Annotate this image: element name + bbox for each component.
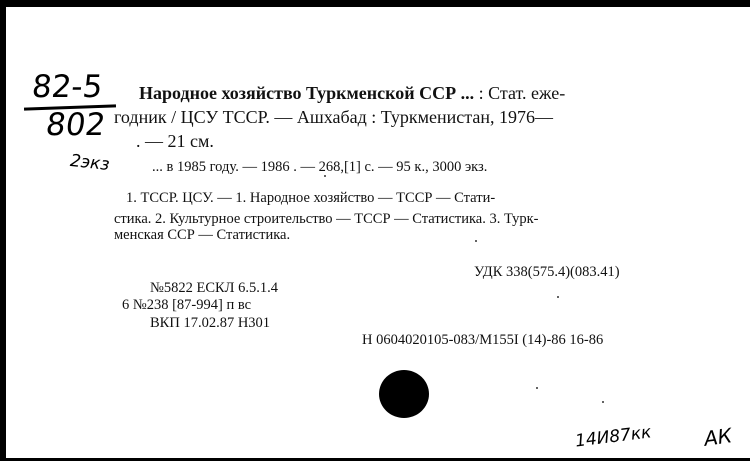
order-number-line: 6 №238 [87-994] п вс	[122, 297, 252, 313]
speck	[536, 387, 538, 389]
card-punch-hole	[379, 370, 429, 418]
handwritten-signature: АК	[702, 423, 734, 451]
title-rest: : Стат. еже-	[474, 83, 566, 103]
title-line-3: . — 21 см.	[136, 131, 214, 151]
shelf-mark-bottom: 802	[43, 107, 108, 143]
vkp-line: ВКП 17.02.87 Н301	[150, 315, 271, 331]
coverage-line: ... в 1985 году. — 1986 . — 268,[1] с. — 95 к., 3000 экз.	[152, 159, 488, 175]
catalog-number-line: №5822 ЕСКЛ 6.5.1.4	[150, 280, 278, 296]
speck	[557, 296, 559, 298]
subjects-line-2: стика. 2. Культурное строительство — ТССР — Статистика. 3. Турк-	[114, 211, 539, 227]
subjects-line-1: 1. ТССР. ЦСУ. — 1. Народное хозяйство — ТССР — Стати-	[126, 190, 496, 206]
title-line-2: годник / ЦСУ ТССР. — Ашхабад : Туркменистан, 1976—	[114, 107, 553, 127]
speck	[475, 240, 477, 242]
title-bold: Народное хозяйство Туркменской ССР ...	[139, 83, 475, 103]
index-code: Н 0604020105-083/М155І (14)-86 16-86	[362, 332, 604, 348]
speck	[602, 401, 604, 403]
speck	[324, 175, 326, 177]
title-line-1	[139, 83, 565, 104]
udk-code: УДК 338(575.4)(083.41)	[474, 264, 620, 280]
handwritten-inventory-note: 14И87кк	[574, 422, 653, 452]
copies-note: 2экз	[69, 150, 111, 176]
subjects-line-3: менская ССР — Статистика.	[114, 227, 291, 243]
shelf-mark-top: 82-5	[30, 69, 105, 105]
